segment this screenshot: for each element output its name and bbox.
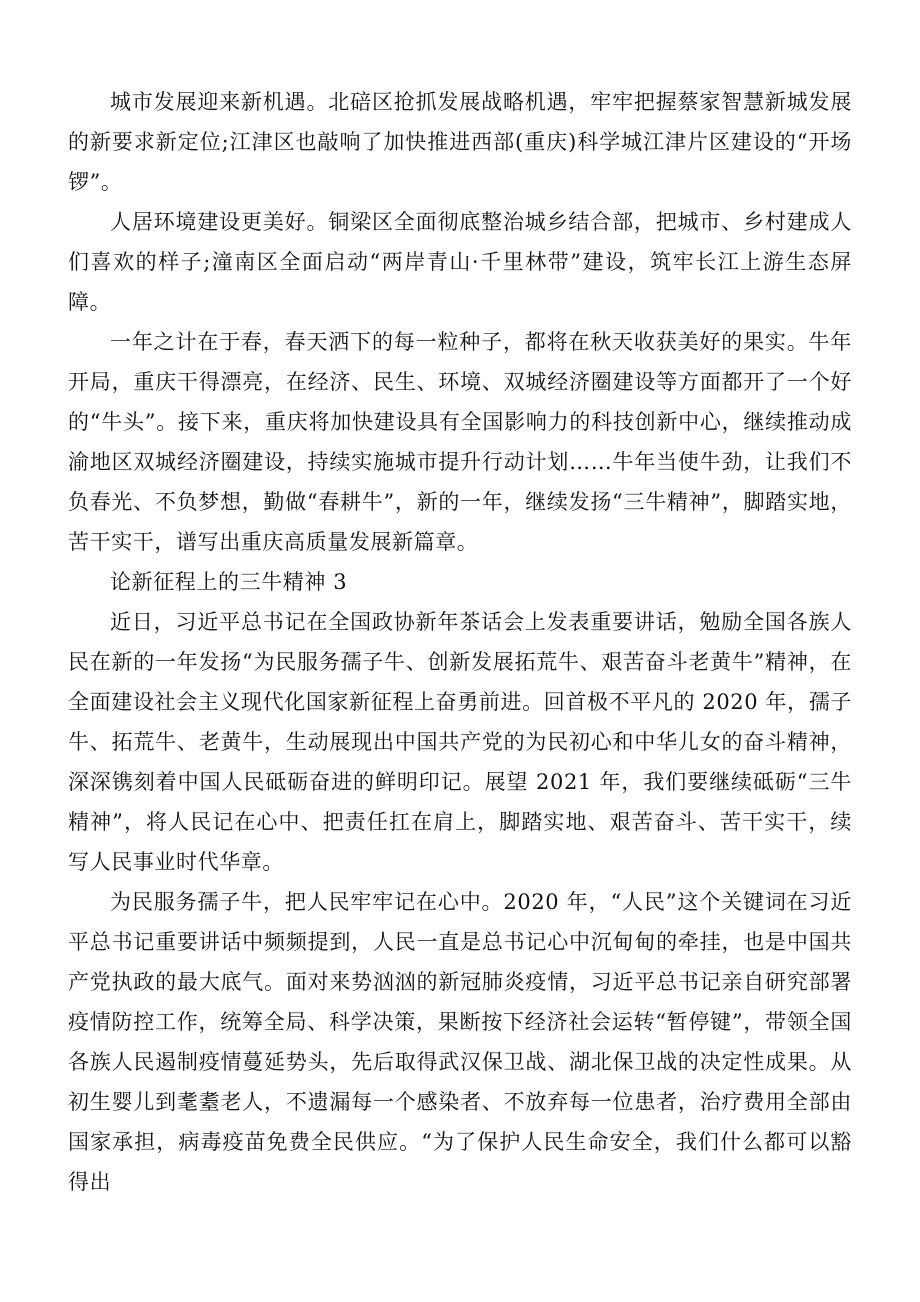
- document-body: [68, 82, 852, 1202]
- paragraph-new-year-speech: 近日，习近平总书记在全国政协新年茶话会上发表重要讲话，勉励全国各族人民在新的一年发扬“为民服务孺子牛、创新发展拓荒牛、艰苦奋斗老黄牛”精神，在全面建设社会主义现代化国家新征程上奋勇前进。回首极不平凡的 2020 年，孺子牛、拓荒牛、老黄牛，生动展现出中国共产党的为民初心和中华儿女的奋斗精神，深深镌刻着中国人民砥砺奋进的鲜明印记。展望 2021 年，我们要继续砥砺“三牛精神”，将人民记在心中、把责任扛在肩上，脚踏实地、艰苦奋斗、苦干实干，续写人民事业时代华章。: [68, 610, 852, 874]
- section-heading: 论新征程上的三牛精神 3: [110, 570, 348, 594]
- paragraph-serve-people: 为民服务孺子牛，把人民牢牢记在心中。2020 年，“人民”这个关键词在习近平总书记重要讲话中频频提到，人民一直是总书记心中沉甸甸的牵挂，也是中国共产党执政的最大底气。面对来势汹汹的新冠肺炎疫情，习近平总书记亲自研究部署疫情防控工作，统筹全局、科学决策，果断按下经济社会运转“暂停键”，带领全国各族人民遏制疫情蔓延势头，先后取得武汉保卫战、湖北保卫战的决定性成果。从初生婴儿到耄耋老人，不遗漏每一个感染者、不放弃每一位患者，治疗费用全部由国家承担，病毒疫苗免费全民供应。“为了保护人民生命安全，我们什么都可以豁得出: [68, 890, 852, 1194]
- paragraph-living-environment: 人居环境建设更美好。铜梁区全面彻底整治城乡结合部，把城市、乡村建成人们喜欢的样子;潼南区全面启动“两岸青山·千里林带”建设，筑牢长江上游生态屏障。: [68, 210, 852, 314]
- paragraph-year-plan: 一年之计在于春，春天洒下的每一粒种子，都将在秋天收获美好的果实。牛年开局，重庆干得漂亮，在经济、民生、环境、双城经济圈建设等方面都开了一个好的“牛头”。接下来，重庆将加快建设具有全国影响力的科技创新中心，继续推动成渝地区双城经济圈建设，持续实施城市提升行动计划……牛年当使牛劲，让我们不负春光、不负梦想，勤做“春耕牛”，新的一年，继续发扬“三牛精神”，脚踏实地，苦干实干，谱写出重庆高质量发展新篇章。: [68, 330, 852, 554]
- paragraph-city-development: 城市发展迎来新机遇。北碚区抢抓发展战略机遇，牢牢把握蔡家智慧新城发展的新要求新定位;江津区也敲响了加快推进西部(重庆)科学城江津片区建设的“开场锣”。: [68, 90, 852, 194]
